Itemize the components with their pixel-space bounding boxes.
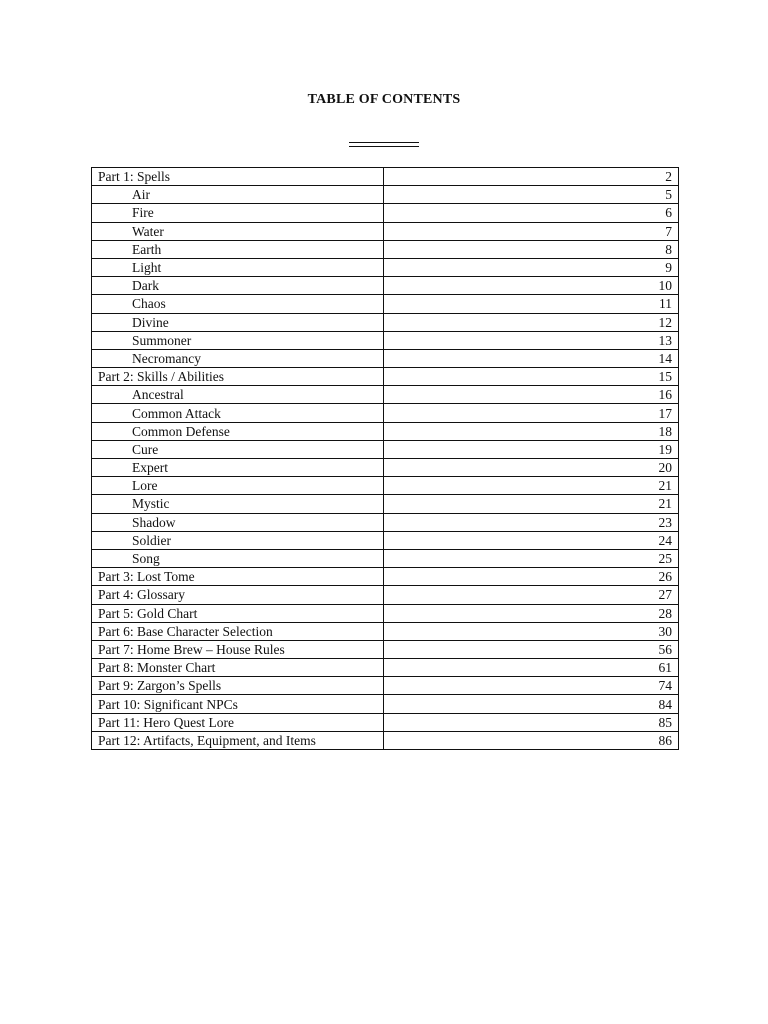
toc-entry-label: Part 1: Spells <box>92 168 384 186</box>
toc-part-row <box>92 568 679 586</box>
toc-subsection-row <box>92 404 679 422</box>
toc-entry-page-number: 30 <box>384 622 679 640</box>
toc-entry-label: Part 10: Significant NPCs <box>92 695 384 713</box>
toc-entry-page-number: 19 <box>384 440 679 458</box>
toc-entry-page-number: 14 <box>384 349 679 367</box>
toc-subsection-row <box>92 222 679 240</box>
toc-entry-label: Part 9: Zargon’s Spells <box>92 677 384 695</box>
toc-entry-page-number: 27 <box>384 586 679 604</box>
toc-entry-page-number: 16 <box>384 386 679 404</box>
toc-subsection-row <box>92 422 679 440</box>
toc-part-row <box>92 168 679 186</box>
toc-entry-label: Common Attack <box>92 404 384 422</box>
toc-entry-label: Mystic <box>92 495 384 513</box>
title-divider-bottom <box>349 146 419 147</box>
toc-entry-label: Part 3: Lost Tome <box>92 568 384 586</box>
toc-entry-label: Light <box>92 258 384 276</box>
toc-subsection-row <box>92 313 679 331</box>
toc-entry-page-number: 21 <box>384 495 679 513</box>
toc-part-row <box>92 640 679 658</box>
toc-subsection-row <box>92 477 679 495</box>
toc-subsection-row <box>92 186 679 204</box>
toc-subsection-row <box>92 440 679 458</box>
toc-entry-page-number: 12 <box>384 313 679 331</box>
toc-entry-page-number: 2 <box>384 168 679 186</box>
toc-entry-page-number: 7 <box>384 222 679 240</box>
toc-entry-page-number: 84 <box>384 695 679 713</box>
toc-subsection-row <box>92 459 679 477</box>
toc-subsection-row <box>92 240 679 258</box>
toc-part-row <box>92 731 679 749</box>
toc-subsection-row <box>92 204 679 222</box>
toc-subsection-row <box>92 513 679 531</box>
toc-entry-label: Earth <box>92 240 384 258</box>
toc-entry-label: Shadow <box>92 513 384 531</box>
toc-subsection-row <box>92 295 679 313</box>
title-divider-top <box>349 142 419 143</box>
toc-entry-page-number: 5 <box>384 186 679 204</box>
toc-subsection-row <box>92 258 679 276</box>
toc-entry-page-number: 74 <box>384 677 679 695</box>
toc-entry-label: Expert <box>92 459 384 477</box>
toc-entry-page-number: 6 <box>384 204 679 222</box>
toc-entry-label: Divine <box>92 313 384 331</box>
toc-entry-label: Soldier <box>92 531 384 549</box>
toc-part-row <box>92 368 679 386</box>
toc-entry-page-number: 17 <box>384 404 679 422</box>
toc-entry-page-number: 20 <box>384 459 679 477</box>
toc-entry-label: Cure <box>92 440 384 458</box>
toc-entry-label: Dark <box>92 277 384 295</box>
toc-subsection-row <box>92 495 679 513</box>
toc-entry-page-number: 8 <box>384 240 679 258</box>
toc-entry-page-number: 18 <box>384 422 679 440</box>
toc-entry-label: Part 12: Artifacts, Equipment, and Items <box>92 731 384 749</box>
toc-entry-label: Part 7: Home Brew – House Rules <box>92 640 384 658</box>
toc-entry-page-number: 61 <box>384 659 679 677</box>
toc-part-row <box>92 659 679 677</box>
toc-entry-label: Part 5: Gold Chart <box>92 604 384 622</box>
toc-subsection-row <box>92 531 679 549</box>
toc-subsection-row <box>92 349 679 367</box>
toc-entry-page-number: 25 <box>384 549 679 567</box>
toc-part-row <box>92 586 679 604</box>
toc-entry-page-number: 15 <box>384 368 679 386</box>
toc-entry-page-number: 21 <box>384 477 679 495</box>
toc-subsection-row <box>92 386 679 404</box>
toc-entry-label: Part 11: Hero Quest Lore <box>92 713 384 731</box>
toc-subsection-row <box>92 331 679 349</box>
toc-body <box>92 168 679 750</box>
page-title: TABLE OF CONTENTS <box>307 92 461 107</box>
toc-entry-page-number: 56 <box>384 640 679 658</box>
toc-subsection-row <box>92 277 679 295</box>
toc-entry-label: Fire <box>92 204 384 222</box>
toc-entry-label: Chaos <box>92 295 384 313</box>
toc-entry-page-number: 26 <box>384 568 679 586</box>
toc-entry-page-number: 11 <box>384 295 679 313</box>
toc-entry-label: Song <box>92 549 384 567</box>
toc-entry-label: Part 6: Base Character Selection <box>92 622 384 640</box>
toc-entry-label: Air <box>92 186 384 204</box>
toc-entry-page-number: 9 <box>384 258 679 276</box>
toc-entry-page-number: 85 <box>384 713 679 731</box>
toc-part-row <box>92 695 679 713</box>
toc-entry-page-number: 86 <box>384 731 679 749</box>
toc-entry-page-number: 28 <box>384 604 679 622</box>
toc-part-row <box>92 677 679 695</box>
toc-entry-label: Water <box>92 222 384 240</box>
toc-part-row <box>92 604 679 622</box>
toc-entry-label: Lore <box>92 477 384 495</box>
toc-part-row <box>92 622 679 640</box>
table-of-contents <box>91 167 679 750</box>
toc-entry-page-number: 23 <box>384 513 679 531</box>
toc-entry-label: Part 8: Monster Chart <box>92 659 384 677</box>
toc-subsection-row <box>92 549 679 567</box>
toc-entry-label: Part 2: Skills / Abilities <box>92 368 384 386</box>
toc-entry-page-number: 13 <box>384 331 679 349</box>
toc-entry-label: Summoner <box>92 331 384 349</box>
toc-entry-label: Necromancy <box>92 349 384 367</box>
toc-entry-label: Part 4: Glossary <box>92 586 384 604</box>
toc-entry-label: Common Defense <box>92 422 384 440</box>
toc-part-row <box>92 713 679 731</box>
toc-entry-page-number: 24 <box>384 531 679 549</box>
toc-entry-label: Ancestral <box>92 386 384 404</box>
toc-entry-page-number: 10 <box>384 277 679 295</box>
